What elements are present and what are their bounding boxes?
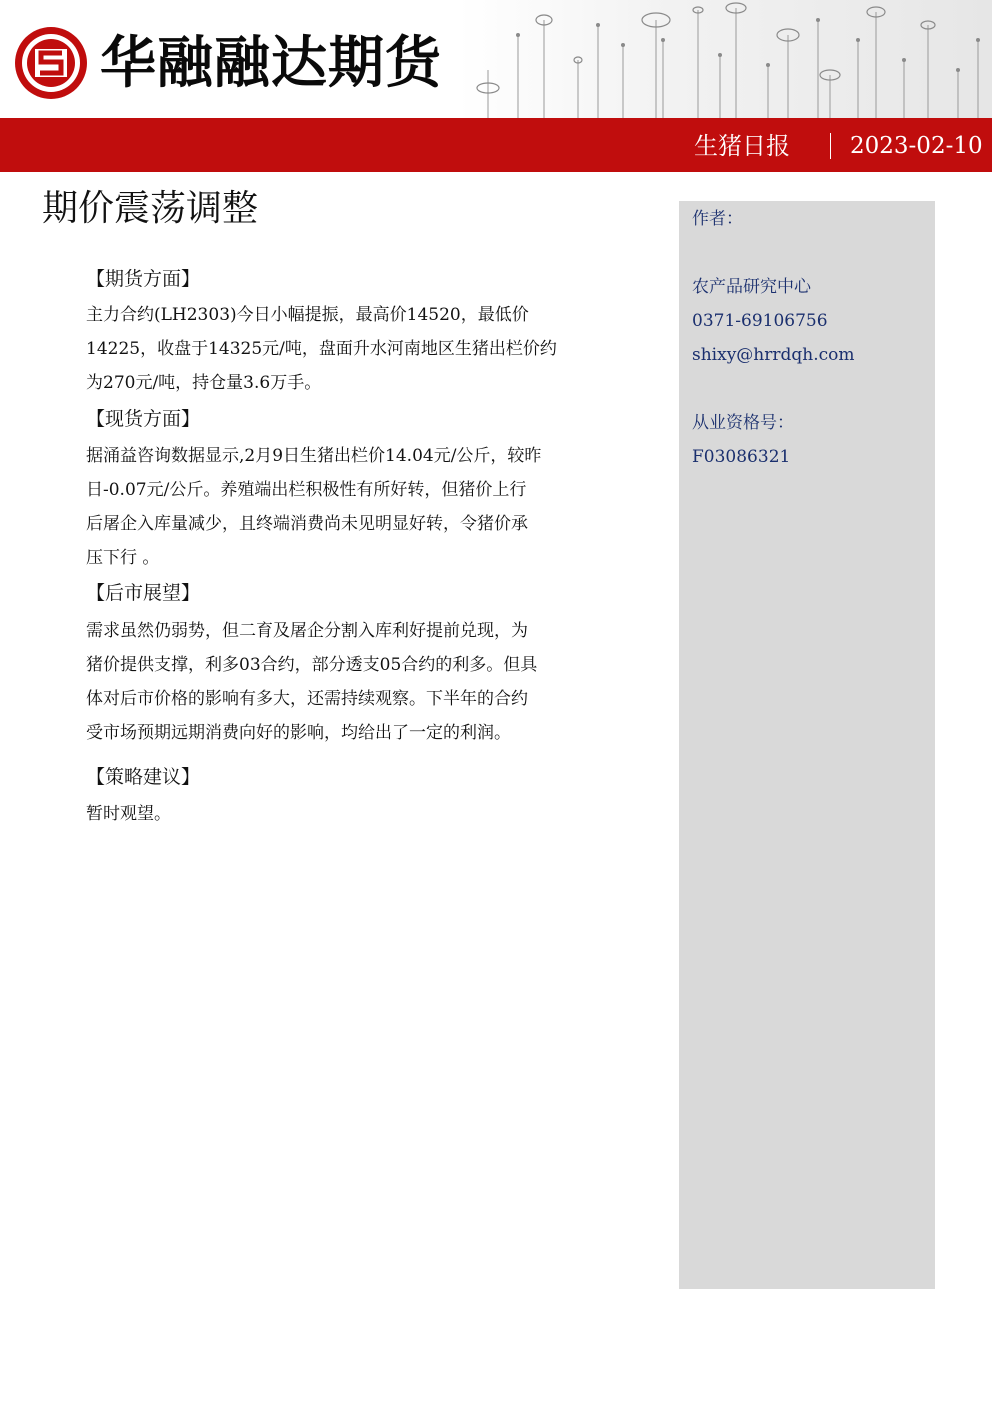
paragraph-line: 主力合约(LH2303)今日小幅提振，最高价14520，最低价: [86, 305, 529, 325]
paragraph-line: 暂时观望。: [86, 804, 171, 824]
report-date: 2023-02-10: [850, 133, 983, 159]
paragraph-line: 需求虽然仍弱势，但二育及屠企分割入库利好提前兑现，为: [86, 621, 528, 641]
paragraph-line: 日-0.07元/公斤。养殖端出栏积极性有所好转，但猪价上行: [86, 480, 527, 500]
banner-divider: [830, 133, 831, 159]
paragraph-line: 体对后市价格的影响有多大，还需持续观察。下半年的合约: [86, 689, 528, 709]
paragraph-line: 受市场预期远期消费向好的影响，均给出了一定的利润。: [86, 723, 511, 743]
company-name: 华融融达期货: [100, 31, 442, 96]
section-body-strategy: [86, 797, 626, 831]
paragraph-line: 14225，收盘于14325元/吨，盘面升水河南地区生猪出栏价约: [86, 339, 557, 359]
report-type: 生猪日报: [694, 132, 790, 160]
paragraph-line: 据涌益咨询数据显示,2月9日生猪出栏价14.04元/公斤，较昨: [86, 446, 542, 466]
section-body-outlook: [86, 614, 626, 750]
paragraph-line: 为270元/吨，持仓量3.6万手。: [86, 373, 322, 393]
section-body-spot: [86, 439, 626, 575]
section-heading-outlook: 【后市展望】: [86, 582, 201, 604]
report-banner: [0, 118, 992, 172]
author-label: 作者：: [692, 209, 743, 229]
report-title: 期价震荡调整: [42, 188, 259, 229]
section-heading-strategy: 【策略建议】: [86, 766, 201, 788]
phone-number: 0371-69106756: [692, 311, 828, 331]
decorative-pattern: [458, 0, 992, 118]
section-heading-futures: 【期货方面】: [86, 268, 201, 290]
company-logo-icon: [12, 24, 90, 102]
paragraph-line: 猪价提供支撑，利多03合约，部分透支05合约的利多。但具: [86, 655, 538, 675]
license-number: F03086321: [692, 447, 791, 467]
license-label: 从业资格号：: [692, 413, 794, 433]
paragraph-line: 压下行 。: [86, 548, 160, 568]
email-address: shixy@hrrdqh.com: [692, 345, 855, 365]
department-name: 农产品研究中心: [692, 277, 811, 297]
section-heading-spot: 【现货方面】: [86, 408, 201, 430]
page-header: [0, 0, 992, 118]
paragraph-line: 后屠企入库量减少，且终端消费尚未见明显好转，令猪价承: [86, 514, 528, 534]
section-body-futures: [86, 298, 626, 400]
